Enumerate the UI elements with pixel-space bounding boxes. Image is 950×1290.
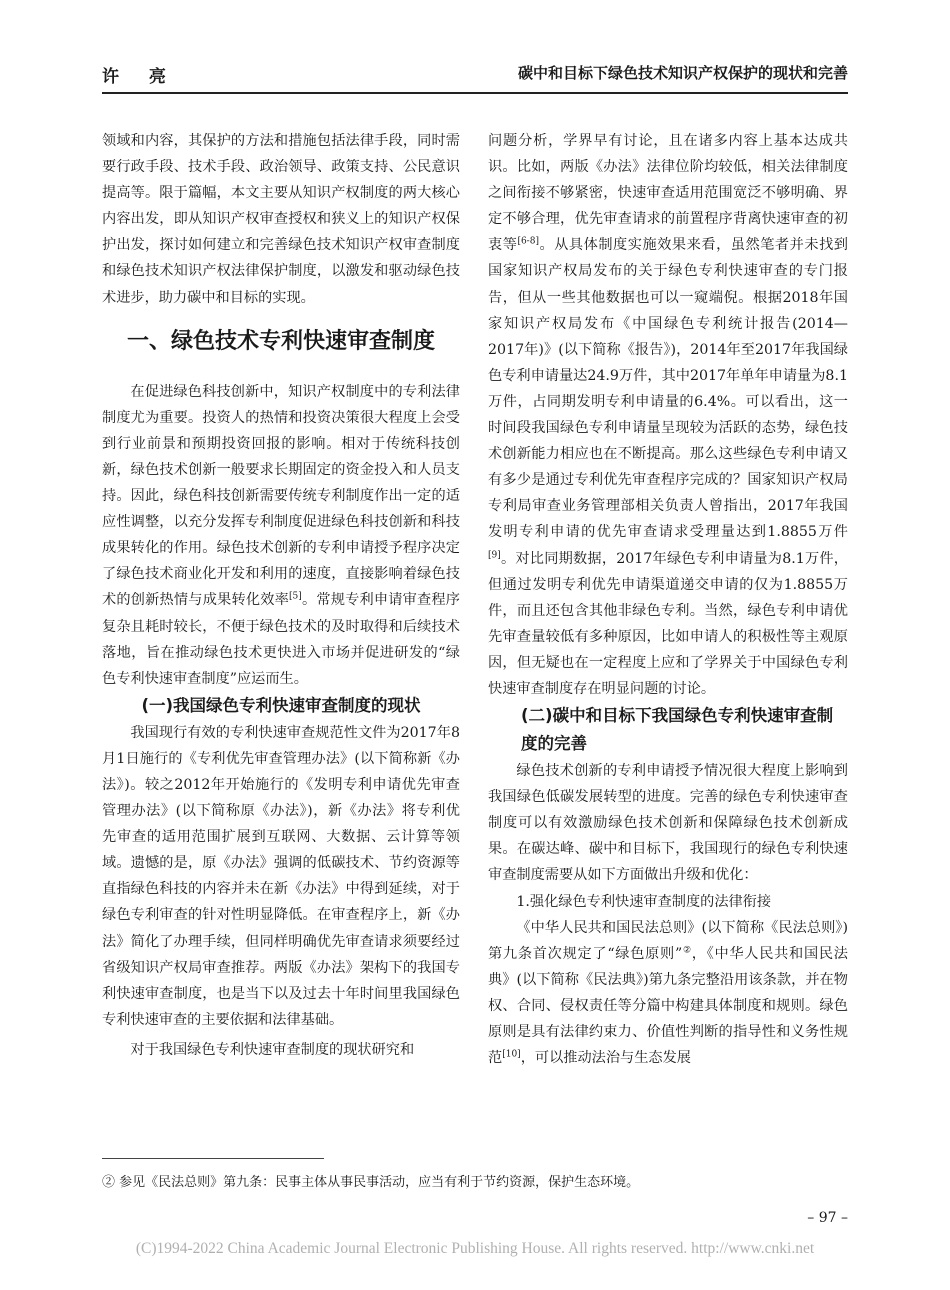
footnote-divider: [102, 1158, 324, 1159]
footnote-marker: ②: [682, 944, 692, 955]
citation-ref: [6-8]: [517, 236, 539, 247]
section-1-heading: 一、绿色技术专利快速审查制度: [126, 328, 435, 354]
subsection-2-paragraph: 绿色技术创新的专利申请授予情况很大程度上影响到我国绿色低碳发展转型的进度。完善的绿色专利快速审查制度可以有效激励绿色技术创新和保障绿色技术创新成果。在碳达峰、碳中和目标下，我国现行的绿色专利快速审查制度需要从如下方面做出升级和优化：: [488, 763, 848, 884]
citation-ref: [5]: [289, 591, 302, 602]
analysis-paragraph: 问题分析，学界早有讨论，且在诸多内容上基本达成共识。比如，两版《办法》法律位阶均较低，相关法律制度之间衔接不够紧密，快速审查适用范围宽泛不够明确、界定不够合理，优先审查请求的前置程序背离快速审查的初衷等[6-8]。从具体制度实施效果来看，虽然笔者并未找到国家知识产权局发布的关于绿色专利快速审查的专门报告，但从一些其他数据也可以一窥端倪。根据2018年国家知识产权局发布《中国绿色专利统计报告(2014—2017年)》(以下简称《报告》)，2014年至2017年我国绿色专利申请量达24.9万件，其中2017年单年申请量为8.1万件，占同期发明专利申请量的6.4%。可以看出，这一时间段我国绿色专利申请量呈现较为活跃的态势，绿色技术创新能力相应也在不断提高。那么这些绿色专利申请又有多少是通过专利优先审查程序完成的？国家知识产权局专利局审查业务管理部相关负责人曾指出，2017年我国发明专利申请的优先审查请求受理量达到1.8855万件[9]。对比同期数据，2017年绿色专利申请量为8.1万件，但通过发明专利优先申请渠道递交申请的仅为1.8855万件，而且还包含其他非绿色专利。当然，绿色专利申请优先审查量较低有多种原因，比如申请人的积极性等主观原因，但无疑也在一定程度上应和了学界关于中国绿色专利快速审查制度存在明显问题的讨论。: [488, 133, 848, 697]
header-title: 碳中和目标下绿色技术知识产权保护的现状和完善: [517, 64, 848, 82]
intro-paragraph: 领域和内容，其保护的方法和措施包括法律手段，同时需要行政手段、技术手段、政治领导、政策支持、公民意识提高等。限于篇幅，本文主要从知识产权制度的两大核心内容出发，即从知识产权审查授权和狭义上的知识产权保护出发，探讨如何建立和完善绿色技术知识产权审查制度和绿色技术知识产权法律保护制度，以激发和驱动绿色技术进步，助力碳中和目标的实现。: [102, 133, 460, 306]
left-column: [102, 128, 460, 1063]
item-1-paragraph: 《中华人民共和国民法总则》(以下简称《民法总则》)第九条首次规定了“绿色原则”②，《中华人民共和国民法典》(以下简称《民法典》)第九条完整沿用该条款，并在物权、合同、侵权责任等分篇中构建具体制度和规则。绿色原则是具有法律约束力、价值性判断的指导性和义务性规范[10]，可以推动法治与生态发展: [488, 919, 848, 1067]
subsection-1-paragraph-2: 对于我国绿色专利快速审查制度的现状研究和: [130, 1041, 415, 1058]
header-author: 许 亮: [102, 67, 178, 87]
right-column: [488, 128, 848, 1071]
subsection-2-heading: (二)碳中和目标下我国绿色专利快速审查制度的完善: [521, 706, 834, 754]
citation-ref: [9]: [488, 549, 501, 560]
running-header: [102, 56, 848, 94]
subsection-1-heading: (一)我国绿色专利快速审查制度的现状: [141, 695, 421, 715]
page-number: – 97 –: [807, 1210, 848, 1226]
item-1-heading: 1.强化绿色专利快速审查制度的法律衔接: [516, 893, 772, 910]
citation-ref: [10]: [502, 1049, 521, 1060]
footnote: ② 参见《民法总则》第九条：民事主体从事民事活动，应当有利于节约资源，保护生态环境。: [102, 1175, 640, 1190]
subsection-1-paragraph: 我国现行有效的专利快速审查规范性文件为2017年8月1日施行的《专利优先审查管理办法》(以下简称新《办法》)。较之2012年开始施行的《发明专利申请优先审查管理办法》(以下简称原《办法》)，新《办法》将专利优先审查的适用范围扩展到互联网、大数据、云计算等领域。遗憾的是，原《办法》强调的低碳技术、节约资源等直指绿色科技的内容并未在新《办法》中得到延续，对于绿色专利审查的针对性明显降低。在审查程序上，新《办法》简化了办理手续，但同样明确优先审查请求须要经过省级知识产权局审查推荐。两版《办法》架构下的我国专利快速审查制度，也是当下以及过去十年时间里我国绿色专利快速审查的主要依据和法律基础。: [102, 724, 460, 1028]
section-1-paragraph: 在促进绿色科技创新中，知识产权制度中的专利法律制度尤为重要。投资人的热情和投资决策很大程度上会受到行业前景和预期投资回报的影响。相对于传统科技创新，绿色技术创新一般要求长期固定的资金投入和人员支持。因此，绿色科技创新需要传统专利制度作出一定的适应性调整，以充分发挥专利制度促进绿色科技创新和科技成果转化的作用。绿色技术创新的专利申请授予程序决定了绿色技术商业化开发和利用的速度，直接影响着绿色技术的创新热情与成果转化效率[5]。常规专利申请审查程序复杂且耗时较长，不便于绿色技术的及时取得和后续技术落地，旨在推动绿色技术更快进入市场并促进研发的“绿色专利快速审查制度”应运而生。: [102, 383, 460, 687]
copyright-watermark: (C)1994-2022 China Academic Journal Electronic Publishing House. All rights reserved. http://www.cnki.net: [135, 1240, 815, 1257]
